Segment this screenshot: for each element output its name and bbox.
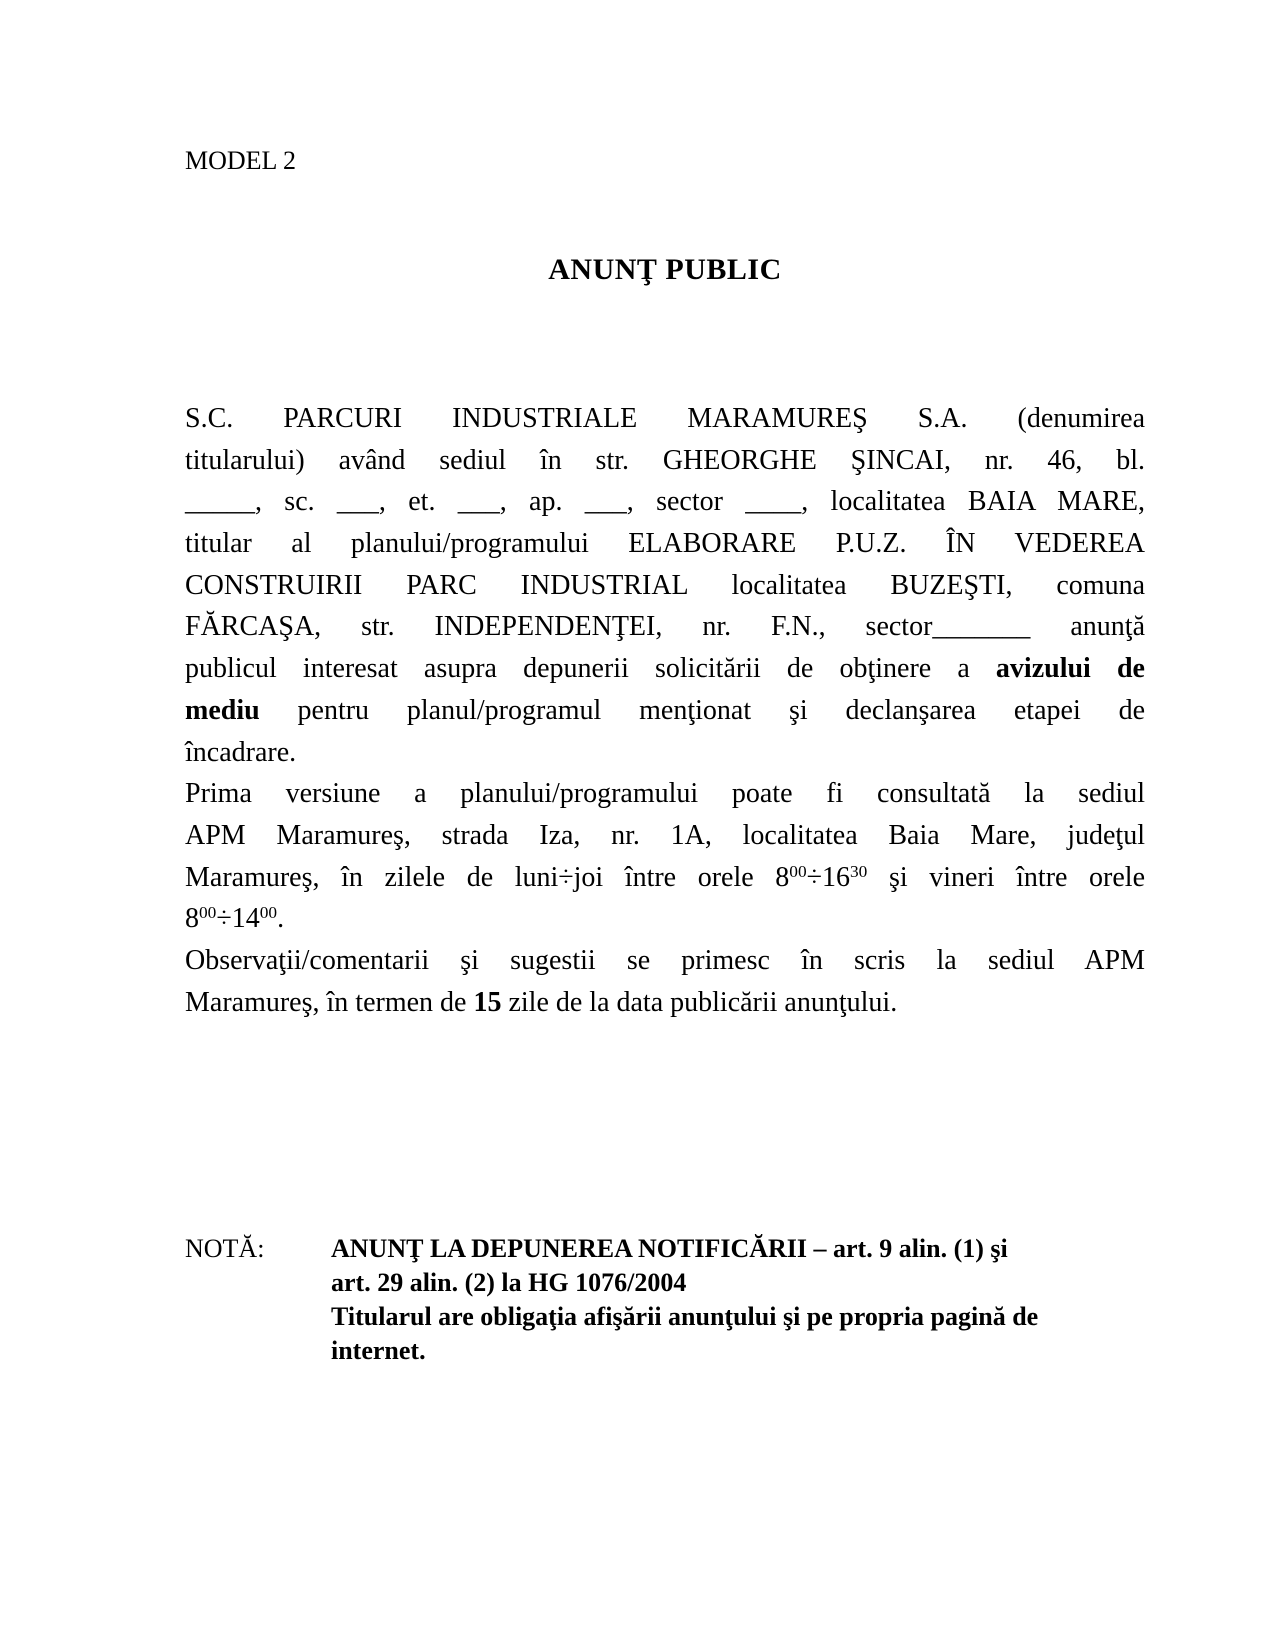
body-line-4 bbox=[185, 523, 1145, 565]
line-text: CONSTRUIRII PARC INDUSTRIAL localitatea BUZEŞTI, comuna bbox=[185, 569, 1145, 601]
line-text: ÷14 bbox=[216, 903, 260, 935]
body-line-7 bbox=[185, 648, 1145, 690]
body-line-11 bbox=[185, 815, 1145, 857]
body-line-5 bbox=[185, 565, 1145, 607]
model-label: MODEL 2 bbox=[185, 146, 296, 175]
line-text: S.C. PARCURI INDUSTRIALE MARAMUREŞ S.A. (denumirea bbox=[185, 403, 1145, 434]
superscript-hours: 00 bbox=[259, 903, 278, 923]
body-line-14 bbox=[185, 940, 1145, 982]
line-text: încadrare. bbox=[185, 736, 297, 768]
body-line-6 bbox=[185, 606, 1145, 648]
line-text: publicul interesat asupra depunerii solicitării de obţinere a bbox=[185, 653, 996, 685]
line-text: . bbox=[277, 903, 285, 935]
line-text: pentru planul/programul menţionat şi declanşarea etapei de bbox=[259, 694, 1145, 726]
nota-label: NOTĂ: bbox=[185, 1234, 265, 1263]
body-line-15 bbox=[185, 982, 1145, 1024]
body-line-3 bbox=[185, 481, 1145, 523]
line-text: Maramureş, în termen de bbox=[185, 986, 474, 1018]
nota-section bbox=[185, 1232, 1145, 1368]
body-line-12 bbox=[185, 857, 1145, 899]
line-text: _____, sc. ___, et. ___, ap. ___, sector ____, localitatea BAIA MARE, bbox=[185, 486, 1145, 518]
nota-text bbox=[331, 1232, 1145, 1368]
line-text: şi vineri între orele bbox=[867, 861, 1145, 893]
line-text: titularului) având sediul în str. GHEORGHE ŞINCAI, nr. 46, bl. bbox=[185, 444, 1145, 476]
superscript-hours: 00 bbox=[789, 861, 807, 881]
superscript-hours: 30 bbox=[850, 861, 868, 881]
line-text: FĂRCAŞA, str. INDEPENDENŢEI, nr. F.N., sector_______ anunţă bbox=[185, 611, 1145, 643]
body-line-2 bbox=[185, 440, 1145, 482]
line-text: Maramureş, în zilele de luni÷joi între orele 8 bbox=[185, 861, 790, 893]
body-line-9 bbox=[185, 732, 1145, 774]
body-line-13 bbox=[185, 898, 1145, 940]
superscript-hours: 00 bbox=[199, 903, 217, 923]
nota-line-3: Titularul are obligaţia afişării anunţului şi pe propria pagină de bbox=[331, 1302, 1039, 1331]
bold-deadline-days: 15 bbox=[473, 986, 502, 1018]
line-text: Observaţii/comentarii şi sugestii se primesc în scris la sediul APM bbox=[185, 944, 1145, 976]
document-title: ANUNŢ PUBLIC bbox=[548, 253, 782, 286]
nota-line-4: internet. bbox=[331, 1336, 426, 1365]
line-text: Prima versiune a planului/programului poate fi consultată la sediul bbox=[185, 778, 1145, 810]
line-text: zile de la data publicării anunţului. bbox=[501, 986, 898, 1018]
nota-line-2: art. 29 alin. (2) la HG 1076/2004 bbox=[331, 1268, 687, 1297]
announcement-body bbox=[185, 398, 1145, 1023]
line-text: ÷16 bbox=[806, 861, 850, 893]
body-line-10 bbox=[185, 773, 1145, 815]
bold-phrase-avizului: avizului de bbox=[995, 653, 1145, 685]
body-line-1 bbox=[185, 398, 1145, 440]
bold-phrase-mediu: mediu bbox=[185, 694, 260, 726]
nota-line-1: ANUNŢ LA DEPUNEREA NOTIFICĂRII – art. 9 alin. (1) şi bbox=[331, 1234, 1008, 1263]
line-text: APM Maramureş, strada Iza, nr. 1A, localitatea Baia Mare, judeţul bbox=[185, 819, 1145, 851]
body-line-8 bbox=[185, 690, 1145, 732]
line-text: 8 bbox=[185, 903, 199, 935]
line-text: titular al planului/programului ELABORARE P.U.Z. ÎN VEDEREA bbox=[185, 528, 1145, 560]
